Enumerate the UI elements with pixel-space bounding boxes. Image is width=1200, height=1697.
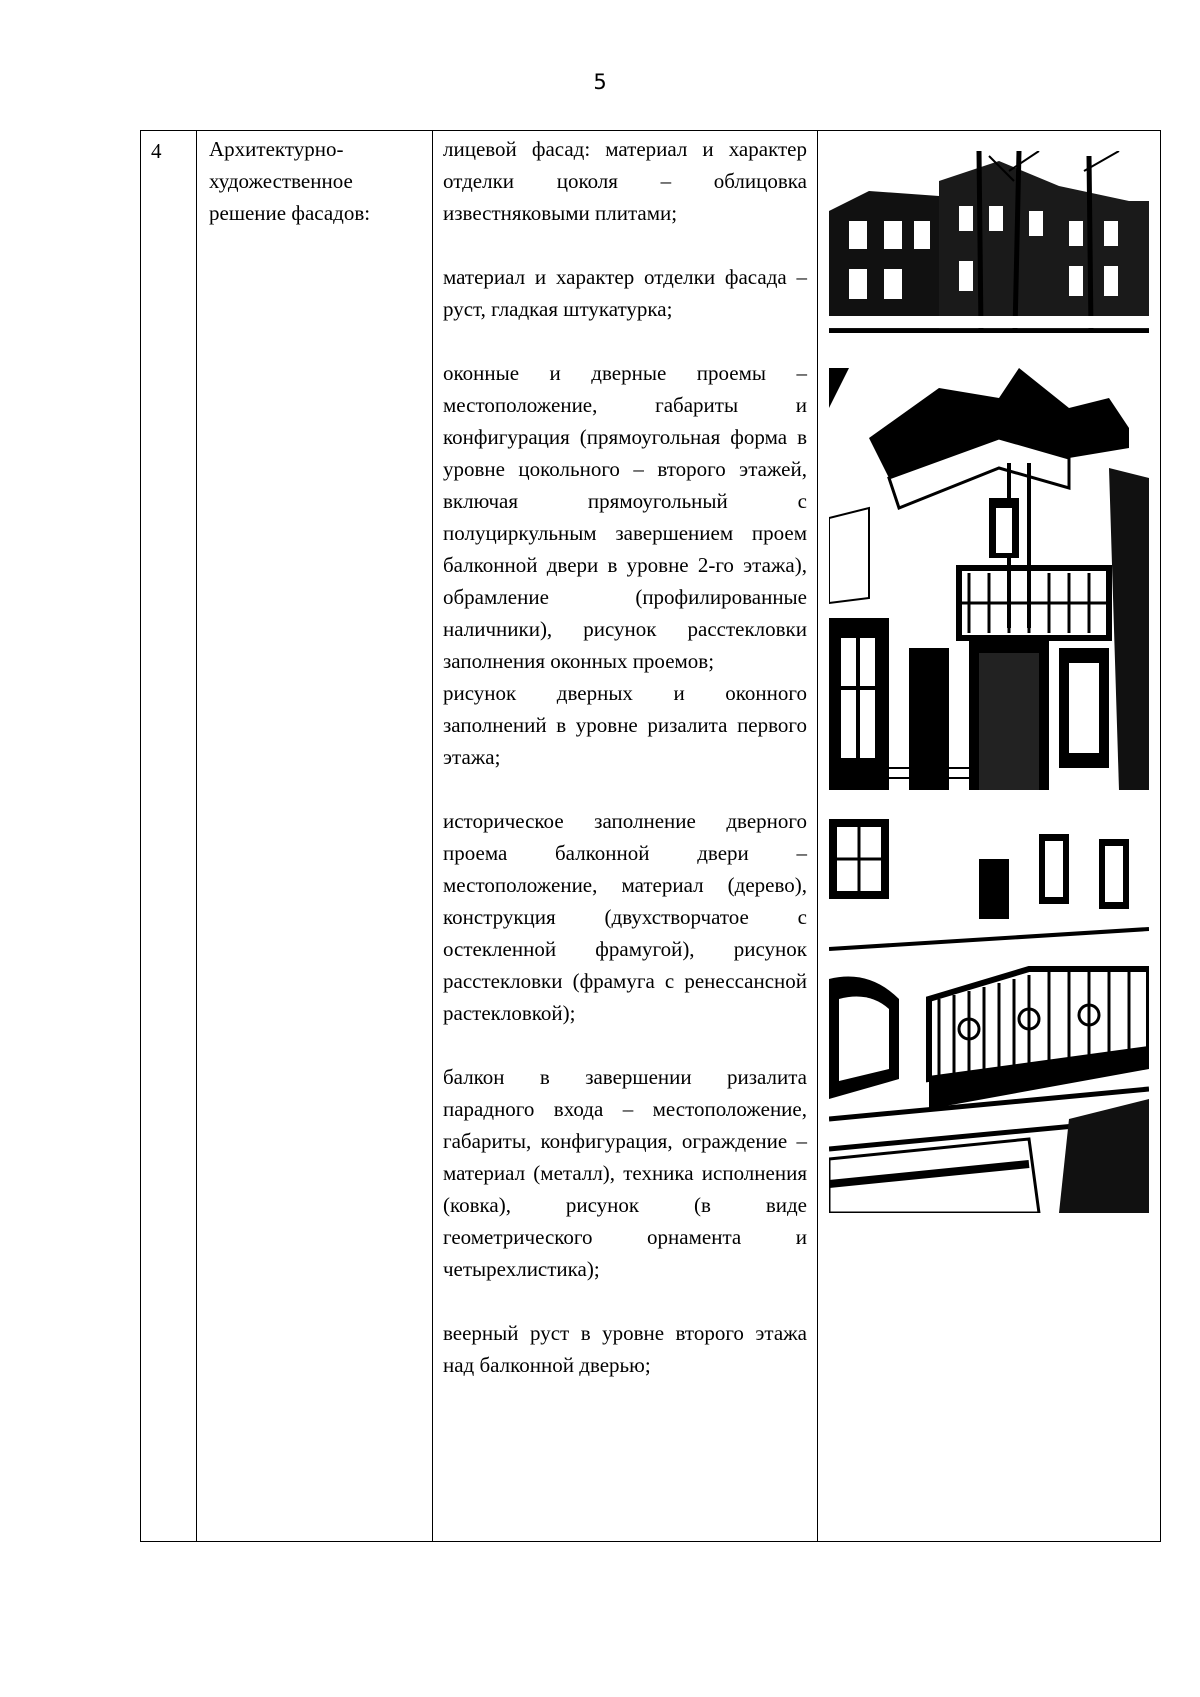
row-number: 4 bbox=[151, 139, 162, 163]
page-number: 5 bbox=[593, 70, 607, 94]
entrance-photo bbox=[829, 819, 1149, 1213]
paragraph-risalit-fillings: рисунок дверных и оконного заполнений в уровне ризалита первого этажа; bbox=[443, 681, 807, 769]
heading-cell bbox=[197, 131, 433, 1542]
paragraph-openings: оконные и дверные проемы – местоположение, габариты и конфигурация (прямоугольная форма в уровне цокольного – второго этажей, включая прямоугольный с полуциркульным завершением проем балконной двери в уровне 2-го этажа), обрамление (профилированные наличники), рисунок расстекловки заполнения оконных проемов; bbox=[443, 361, 807, 673]
paragraph-balcony: балкон в завершении ризалита парадного входа – местоположение, габариты, конфигурация, ограждение – материал (металл), техника исполнения (ковка), рисунок (в виде геометрического орнамента и четырехлистика); bbox=[443, 1065, 807, 1281]
features-table bbox=[140, 130, 1161, 1542]
table-row bbox=[141, 131, 1161, 1542]
description bbox=[433, 131, 817, 1381]
paragraph-balcony-door: историческое заполнение дверного проема балконной двери – местоположение, материал (дерево), конструкция (двухстворчатое с остекленной фрамугой), рисунок расстекловки (фрамуга с ренессансной растекловкой); bbox=[443, 809, 807, 1025]
row-heading: Архитектурно-художественное решение фасадов: bbox=[209, 137, 371, 225]
balcony-corner-photo bbox=[829, 368, 1149, 790]
paragraph-facade-finish: материал и характер отделки фасада – руст, гладкая штукатурка; bbox=[443, 265, 807, 321]
paragraph-fan-rustication: веерный руст в уровне второго этажа над балконной дверью; bbox=[443, 1321, 807, 1377]
facade-photo bbox=[829, 151, 1149, 341]
description-cell bbox=[433, 131, 818, 1542]
row-number-cell bbox=[141, 131, 197, 1542]
photos-cell bbox=[818, 131, 1161, 1542]
paragraph-base-finish: лицевой фасад: материал и характер отделки цоколя – облицовка известняковыми плитами; bbox=[443, 137, 807, 225]
